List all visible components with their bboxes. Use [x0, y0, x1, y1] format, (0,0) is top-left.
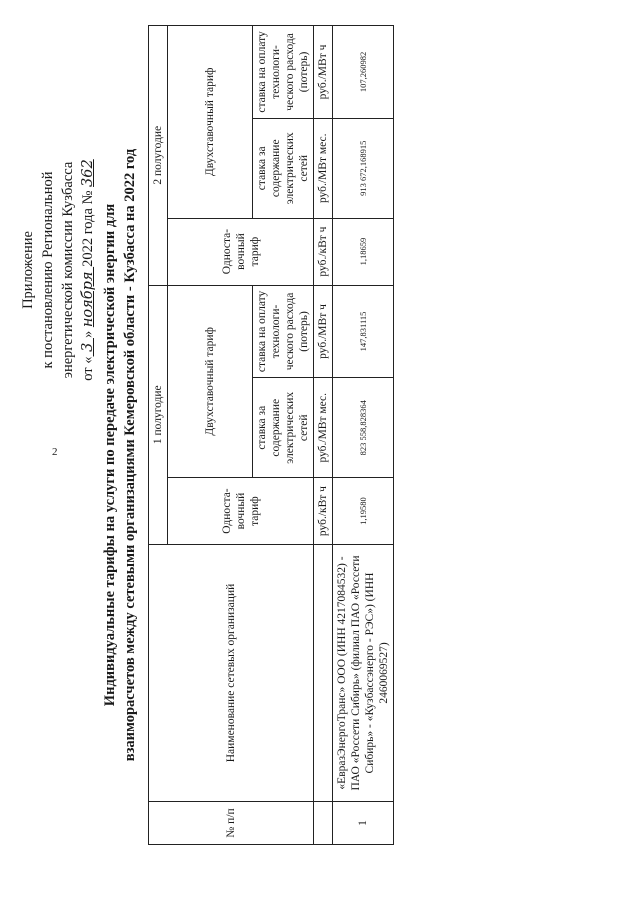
- rotated-content: [0, 5, 620, 905]
- unit-h2-losses: руб./МВт ч: [314, 26, 333, 119]
- document-title: [100, 5, 140, 905]
- appendix-header: [18, 105, 98, 435]
- units-name-empty: [314, 545, 333, 802]
- row-num: 1: [333, 802, 394, 845]
- header-h1-losses: ставка на оплату технологи-ческого расхода (потерь): [253, 285, 314, 378]
- header-h2-losses: ставка на оплату технологи-ческого расхода (потерь): [253, 26, 314, 119]
- landscape-sheet: [0, 5, 620, 905]
- row-h1-one-part: 1,19580: [333, 478, 394, 545]
- unit-h1-one-part: руб./кВт ч: [314, 478, 333, 545]
- header-row-1: [149, 26, 168, 845]
- row-h2-one-part: 1,18659: [333, 218, 394, 285]
- header-num: № п/п: [149, 802, 314, 845]
- date-number: 362: [80, 159, 96, 187]
- header-h1-one-part: Односта-вочный тариф: [168, 478, 314, 545]
- table-row: [333, 26, 394, 845]
- row-h2-maintenance: 913 672,168915: [333, 118, 394, 218]
- appendix-line-2: к постановлению Региональной: [40, 171, 56, 369]
- date-month: ноября: [80, 266, 96, 328]
- row-h1-losses: 147,831115: [333, 285, 394, 378]
- date-prefix: от «: [80, 356, 96, 381]
- date-day: 3: [80, 338, 96, 357]
- row-h1-maintenance: 823 558,828364: [333, 378, 394, 478]
- unit-h2-maintenance: руб./МВт мес.: [314, 118, 333, 218]
- appendix-line-3: энергетической комиссии Кузбасса: [60, 161, 76, 379]
- tariff-table: [148, 25, 394, 845]
- unit-h1-losses: руб./МВт ч: [314, 285, 333, 378]
- header-half-1: 1 полугодие: [149, 285, 168, 544]
- header-h2-maintenance: ставка за содержание электрических сетей: [253, 118, 314, 218]
- units-row: [314, 26, 333, 845]
- date-mid: »: [80, 327, 96, 339]
- date-year: 2022 года №: [80, 186, 96, 267]
- row-h2-losses: 107,260982: [333, 26, 394, 119]
- header-name: Наименование сетевых организаций: [149, 545, 314, 802]
- appendix-line-1: Приложение: [20, 231, 36, 309]
- header-h2-one-part: Односта-вочный тариф: [168, 218, 314, 285]
- unit-h2-one-part: руб./кВт ч: [314, 218, 333, 285]
- header-half-2: 2 полугодие: [149, 26, 168, 286]
- page-number: 2: [52, 446, 58, 458]
- appendix-date-line: [78, 105, 98, 435]
- header-h1-two-part: Двухставочный тариф: [168, 285, 253, 478]
- header-h1-maintenance: ставка за содержание электрических сетей: [253, 378, 314, 478]
- title-line-1: Индивидуальные тарифы на услуги по передаче электрической энергии для: [102, 203, 118, 707]
- units-num-empty: [314, 802, 333, 845]
- title-line-2: взаиморасчетов между сетевыми организациями Кемеровской области - Кузбасса на 2022 год: [122, 148, 138, 762]
- header-h2-two-part: Двухставочный тариф: [168, 26, 253, 219]
- row-organization: «ЕвразЭнергоТранс» ООО (ИНН 4217084532) - ПАО «Россети Сибирь» (филиал ПАО «Россети Сибирь» - «Кузбассэнерго - РЭС») (ИНН 2460069527): [333, 545, 394, 802]
- unit-h1-maintenance: руб./МВт мес.: [314, 378, 333, 478]
